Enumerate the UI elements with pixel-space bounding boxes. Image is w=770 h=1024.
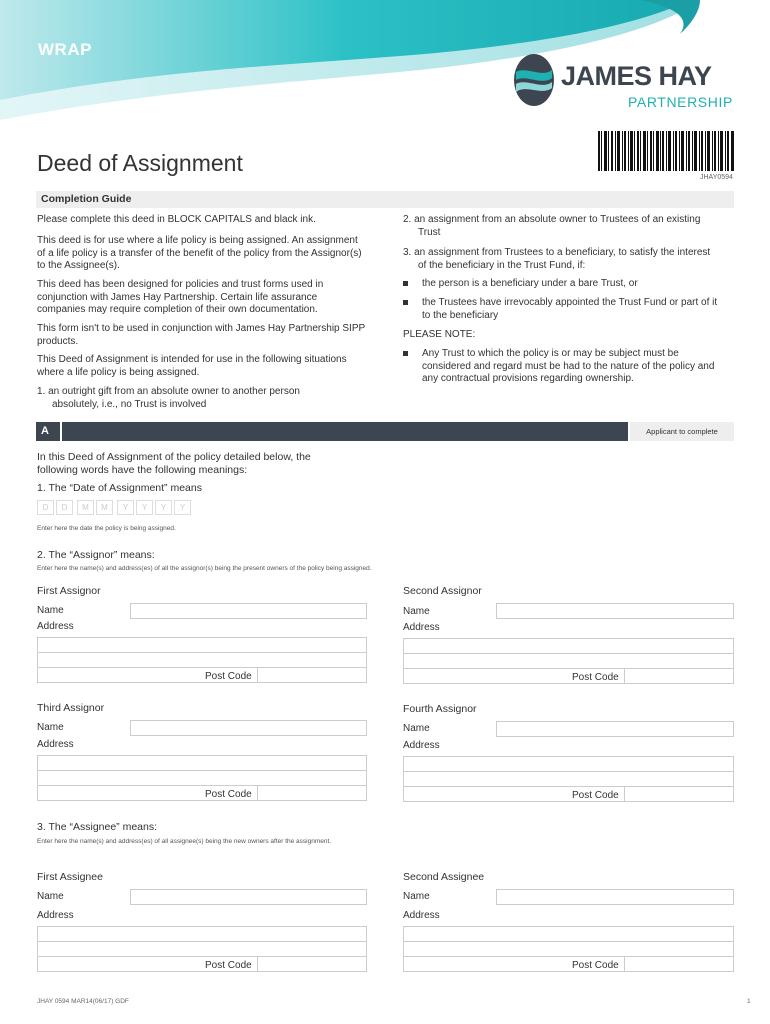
- fourth-assignor-postcode-field[interactable]: [624, 786, 734, 802]
- second-assignee-name-field[interactable]: [496, 889, 734, 905]
- second-assignor-address-line-1[interactable]: [403, 638, 734, 654]
- name-label: Name: [37, 722, 64, 733]
- guide-bullet: [403, 278, 733, 291]
- first-assignee-postcode-field[interactable]: [257, 956, 367, 972]
- address-label: Address: [37, 621, 74, 632]
- guide-numbered-item: 3. an assignment from Trustees to a beneficiary, to satisfy the interest of the beneficiary in the Trust Fund, if:: [403, 247, 711, 271]
- guide-bullet-text: Any Trust to which the policy is or may be subject must be considered and regard must be had to the nature of the policy and any contractual provisions regarding ownership.: [422, 348, 715, 384]
- second-assignor-heading: Second Assignor: [403, 585, 482, 597]
- section-a-bar: [62, 422, 628, 441]
- date-box-m1[interactable]: M: [77, 500, 94, 515]
- date-heading: 1. The “Date of Assignment” means: [37, 482, 202, 494]
- date-box-y4[interactable]: Y: [174, 500, 191, 515]
- section-a-letter: A: [41, 425, 49, 437]
- address-label: Address: [403, 622, 440, 633]
- guide-paragraph: This deed has been designed for policies and trust forms used in conjunction with James Hay Partnership. Certain life assurance companies may require completion of their own documentation.: [37, 279, 324, 315]
- address-label: Address: [403, 910, 440, 921]
- first-assignor-heading: First Assignor: [37, 585, 101, 597]
- postcode-label: Post Code: [572, 672, 619, 683]
- second-assignee-address-line-2[interactable]: [403, 941, 734, 957]
- second-assignor-postcode-field[interactable]: [624, 668, 734, 684]
- first-assignor-address-line-1[interactable]: [37, 637, 367, 653]
- bullet-icon: [403, 281, 408, 286]
- guide-paragraph: Please complete this deed in BLOCK CAPITALS and black ink.: [37, 214, 316, 225]
- postcode-label: Post Code: [205, 789, 252, 800]
- postcode-label: Post Code: [205, 671, 252, 682]
- second-assignee-address-line-1[interactable]: [403, 926, 734, 942]
- fourth-assignor-name-field[interactable]: [496, 721, 734, 737]
- first-assignee-name-field[interactable]: [130, 889, 367, 905]
- date-box-y2[interactable]: Y: [136, 500, 153, 515]
- first-assignee-address-line-1[interactable]: [37, 926, 367, 942]
- address-label: Address: [37, 739, 74, 750]
- third-assignor-address-line-2[interactable]: [37, 770, 367, 786]
- bullet-icon: [403, 351, 408, 356]
- form-code: JHAY0594: [700, 174, 733, 181]
- date-box-d2[interactable]: D: [56, 500, 73, 515]
- name-label: Name: [403, 723, 430, 734]
- date-box-m2[interactable]: M: [96, 500, 113, 515]
- first-assignor-postcode-field[interactable]: [257, 667, 367, 683]
- guide-numbered-item: 1. an outright gift from an absolute owner to another person absolutely, i.e., no Trust is involved: [37, 386, 300, 410]
- wrap-label: WRAP: [38, 40, 92, 59]
- date-box-d1[interactable]: D: [37, 500, 54, 515]
- first-assignor-address-line-2[interactable]: [37, 652, 367, 668]
- date-box-y1[interactable]: Y: [117, 500, 134, 515]
- postcode-label: Post Code: [572, 960, 619, 971]
- postcode-label: Post Code: [205, 960, 252, 971]
- page-number: 1: [747, 998, 751, 1005]
- postcode-label: Post Code: [572, 790, 619, 801]
- guide-bullet-text: the person is a beneficiary under a bare Trust, or: [422, 278, 638, 289]
- date-hint: Enter here the date the policy is being assigned.: [37, 525, 176, 532]
- assignor-heading: 2. The “Assignor” means:: [37, 549, 155, 561]
- applicant-tag: Applicant to complete: [646, 427, 718, 436]
- name-label: Name: [37, 605, 64, 616]
- guide-bullet: [403, 348, 721, 386]
- assignee-hint: Enter here the name(s) and address(es) of all assignee(s) being the new owners after the assignment.: [37, 838, 332, 845]
- fourth-assignor-address-line-2[interactable]: [403, 771, 734, 787]
- third-assignor-heading: Third Assignor: [37, 702, 105, 714]
- fourth-assignor-heading: Fourth Assignor: [403, 703, 477, 715]
- third-assignor-name-field[interactable]: [130, 720, 367, 736]
- name-label: Name: [37, 891, 64, 902]
- third-assignor-postcode-field[interactable]: [257, 785, 367, 801]
- logo-name: JAMES HAY: [561, 61, 712, 91]
- completion-guide-heading: Completion Guide: [41, 193, 132, 205]
- second-assignee-postcode-field[interactable]: [624, 956, 734, 972]
- james-hay-logo-icon: [512, 52, 556, 108]
- date-box-y3[interactable]: Y: [155, 500, 172, 515]
- fourth-assignor-address-line-1[interactable]: [403, 756, 734, 772]
- guide-bullet: [403, 297, 721, 322]
- barcode: [598, 131, 734, 171]
- address-label: Address: [37, 910, 74, 921]
- section-a-intro: In this Deed of Assignment of the policy detailed below, the following words have the following meanings:: [37, 451, 311, 476]
- first-assignor-name-field[interactable]: [130, 603, 367, 619]
- guide-paragraph: This form isn't to be used in conjunction with James Hay Partnership SIPP products.: [37, 323, 365, 347]
- assignor-hint: Enter here the name(s) and address(es) of all the assignor(s) being the present owners of the policy being assigned.: [37, 565, 372, 572]
- logo-subtitle: PARTNERSHIP: [628, 94, 733, 110]
- second-assignee-heading: Second Assignee: [403, 871, 485, 883]
- first-assignee-address-line-2[interactable]: [37, 941, 367, 957]
- page-title: Deed of Assignment: [37, 150, 243, 176]
- guide-paragraph: This deed is for use where a life policy is being assigned. An assignment of a life policy is a transfer of the benefit of the policy from the Assignor(s) to the Assignee(s).: [37, 235, 362, 271]
- assignee-heading: 3. The “Assignee” means:: [37, 821, 158, 833]
- second-assignor-address-line-2[interactable]: [403, 653, 734, 669]
- completion-guide-bar: [36, 191, 734, 208]
- first-assignee-heading: First Assignee: [37, 871, 103, 883]
- address-label: Address: [403, 740, 440, 751]
- guide-numbered-item: 2. an assignment from an absolute owner to Trustees of an existing Trust: [403, 214, 701, 238]
- second-assignor-name-field[interactable]: [496, 603, 734, 619]
- bullet-icon: [403, 300, 408, 305]
- third-assignor-address-line-1[interactable]: [37, 755, 367, 771]
- please-note: PLEASE NOTE:: [403, 329, 476, 340]
- footer-code: JHAY 0594 MAR14(06/17) GDF: [37, 998, 129, 1005]
- guide-paragraph: This Deed of Assignment is intended for use in the following situations where a life policy is being assigned.: [37, 354, 347, 378]
- guide-bullet-text: the Trustees have irrevocably appointed the Trust Fund or part of it to the beneficiary: [422, 297, 718, 321]
- name-label: Name: [403, 891, 430, 902]
- name-label: Name: [403, 606, 430, 617]
